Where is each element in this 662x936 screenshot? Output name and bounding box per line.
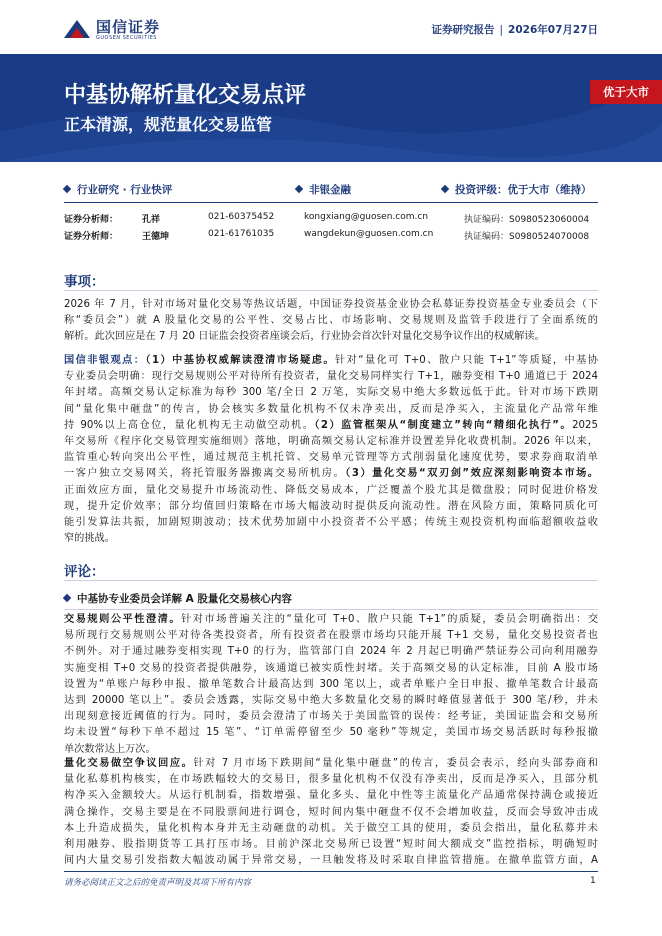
- section-rule: [64, 580, 598, 581]
- page-number: 1: [590, 876, 596, 886]
- report-meta: 证券研究报告 | 2026年07月27日: [431, 24, 598, 36]
- info-row: [64, 182, 598, 198]
- bullet-heading: 中基协专业委员会详解 A 股量化交易核心内容: [64, 591, 598, 607]
- logo-text-cn: 国信证券: [96, 18, 161, 36]
- logo-text-en: GUOSEN SECURITIES: [96, 35, 157, 41]
- logo-mark-icon: [62, 16, 92, 46]
- analyst-row: 证券分析师： 孔祥 021-60375452 kongxiang@guosen.com.cn 执证编码：S0980523060004: [64, 212, 590, 225]
- section-title-events: 事项：: [64, 274, 105, 290]
- paragraph-view: 国信非银观点：（1）中基协权威解读澄清市场疑虑。针对“量化可 T+0、散户只能 T+1”等质疑，中基协 专业委员会明确：现行交易规则公平对待所有投资者，量化交易同样实行 T+1，融券变相 T+0 通道已于 2024 年封堵。高频交易认定标准为每秒 300 笔/全日 2 万笔，实际交易中绝大多数远低于此。针对市场下跌期 间“量化集中砸盘”的传言，协会核实多数量化机构不仅未净卖出，反而是净买入，主流量化产品常年维 持 90%以上高仓位，量化机构无主动做空动机。（2）监管框架从“制度建立”转向“精细化执行”。2025 年交易所《程序化交易管理实施细则》落地，明确高频交易认定标准并设置差异化收费机制。2026 年以来， 监管重心转向突出公平性，通过规范主机托管、交易单元管理等方式削弱量化速度优势，要求券商取消单 一客户独立交易网关，将托管服务器搬离交易所机房。（3）量化交易“双刃剑”效应深刻影响资本市场。 正面效应方面，量化交易提升市场流动性、降低交易成本，广泛覆盖个股尤其是微盘股；同时促进价格发 现，提升定价效率；部分均值回归策略在市场大幅波动时提供反向流动性。潜在风险方面，策略同质化可 能引发算法共振，加剧短期波动；技术优势加剧中小投资者不公平感；传统主观投资机构面临超额收益收 窄的挑战。: [64, 355, 598, 545]
- section-rule: [64, 290, 598, 291]
- report-title: 中基协解析量化交易点评: [64, 83, 307, 108]
- analyst-email[interactable]: kongxiang@guosen.com.cn: [304, 212, 429, 222]
- section-title-comments: 评论：: [64, 564, 105, 580]
- paragraph-events: 2026 年 7 月，针对市场对量化交易等热议话题，中国证券投资基金业协会私募证券投资基金专业委员会（下 称“委员会”）就 A 股量化交易的公平性、交易占比、市场影响、交易规则及监管手段进行了全面系统的 解析。此次回应是在 7 月 20 日证监会投资者座谈会后，行业协会首次针对量化交易争议作出的权威解读。: [64, 299, 598, 343]
- report-subtitle: 正本清源，规范量化交易监管: [64, 115, 273, 134]
- analyst-row: 证券分析师： 王德坤 021-61761035 wangdekun@guosen.com.cn 执证编码：S0980524070008: [64, 229, 590, 242]
- disclaimer-note: 请务必阅读正文之后的免责声明及其项下所有内容: [64, 878, 252, 888]
- industry-tag: 行业研究 · 行业快评: [64, 182, 172, 197]
- divider: [64, 202, 598, 203]
- diamond-icon: [63, 185, 71, 193]
- company-logo: [62, 14, 192, 48]
- footer-rule: [64, 871, 598, 872]
- diamond-icon: [441, 185, 449, 193]
- report-type: 证券研究报告: [431, 24, 495, 36]
- analyst-email[interactable]: wangdekun@guosen.com.cn: [304, 229, 434, 239]
- rating-badge: 优于大市: [590, 80, 662, 104]
- diamond-icon: [63, 594, 71, 602]
- paragraph-short-selling: 量化交易做空争议回应。针对 7 月市场下跌期间“量化集中砸盘”的传言，委员会表示，经向头部券商和 量化私募机构核实，在市场跌幅较大的交易日，很多量化机构不仅没有净卖出，反而是净买入，且部分机 构净买入金额较大。从运行机制看，指数增强、量化多头、量化中性等主流量化产品通常保持满仓或接近 满仓操作，交易主要是在不同股票间进行调仓，短时间内集中砸盘不仅不会增加收益，反而会导致冲击成 本上升造成损失，量化机构本身并无主动砸盘的动机。关于做空工具的使用，委员会指出，量化私募并未 利用融券、股指期货等工具打压市场。目前沪深北交易所已设置“短时间大额成交”监控指标，明确短时 间内大量交易引发指数大幅波动属于异常交易，一旦触发将及时采取自律监管措施。在撤单监管方面，A: [64, 758, 598, 867]
- bullet-rule: [64, 609, 598, 610]
- report-date: 2026年07月27日: [508, 24, 598, 36]
- rating-tag: 投资评级：优于大市（维持）: [442, 182, 592, 197]
- diamond-icon: [295, 185, 303, 193]
- sector-tag: 非银金融: [296, 182, 351, 197]
- paragraph-fairness: 交易规则公平性澄清。针对市场普遍关注的“量化可 T+0、散户只能 T+1”的质疑，委员会明确指出：交 易所现行交易规则公平对待各类投资者，所有投资者在股票市场均只能开展 T+1 交易，量化交易投资者也 不例外。对于通过融券变相实现 T+0 的行为，监管部门自 2024 年 2 月起已明确严禁证券公司向利用融券 实施变相 T+0 交易的投资者提供融券，该通道已被实质性封堵。关于高频交易的认定标准，目前 A 股市场 设置为“单账户每秒申报、撤单笔数合计最高达到 300 笔以上，或者单账户全日申报、撤单笔数合计最高 达到 20000 笔以上”。委员会透露，实际交易中绝大多数量化交易的瞬时峰值显著低于 300 笔/秒，并未 出现刻意接近阈值的行为。同时，委员会澄清了市场关于美国监管的误传：经考证，美国证监会和交易所 均未设置“每秒下单不超过 15 笔”、“订单需停留至少 50 毫秒”等规定，美国市场交易活跃时每秒报撤 单次数常达上万次。: [64, 614, 598, 755]
